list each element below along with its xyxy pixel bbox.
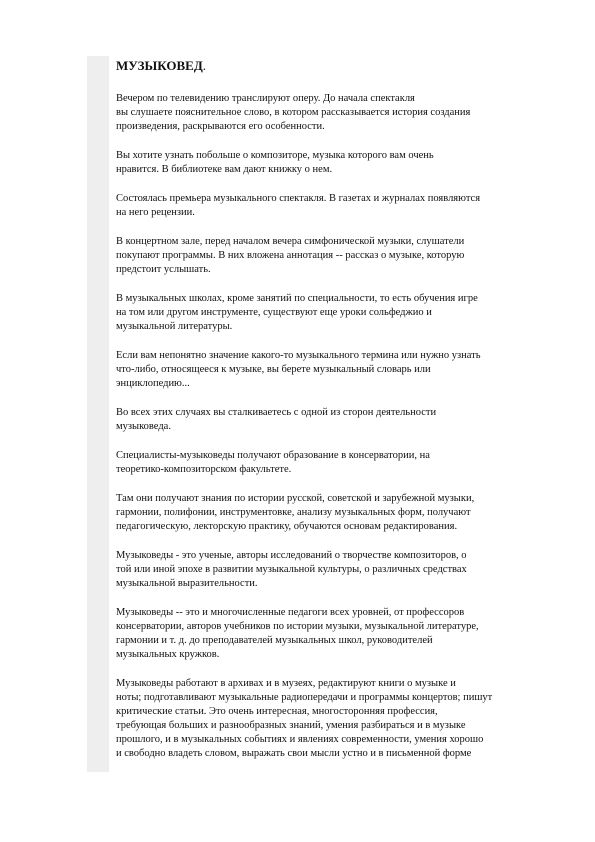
paragraph-4: В концертном зале, перед началом вечера симфонической музыки, слушатели покупают программы. В них вложена аннотация -- рассказ о музыке, которую предстоит услышать.	[116, 236, 465, 275]
page-title	[116, 58, 546, 74]
paragraph-12: Музыковеды работают в архивах и в музеях, редактируют книги о музыке и ноты; подготавливают музыкальные радиопередачи и программы концертов; пишут критические статьи. Это очень интересная, многосторонняя профессия, требующая больших и разнообразных знаний, умения разбираться и в музыке прошлого, и в музыкальных событиях и явлениях современности, умения хорошо и свободно владеть словом, выражать свои мысли устно и в письменной форме	[116, 678, 493, 759]
paragraph-5: В музыкальных школах, кроме занятий по специальности, то есть обучения игре на том или другом инструменте, существуют еще уроки сольфеджио и музыкальной литературы.	[116, 293, 478, 332]
paragraph-6: Если вам непонятно значение какого-то музыкального термина или нужно узнать что-либо, относящееся к музыке, вы берете музыкальный словарь или энциклопедию...	[116, 350, 481, 389]
paragraph-2: Вы хотите узнать побольше о композиторе, музыка которого вам очень нравится. В библиотеке вам дают книжку о нем.	[116, 150, 434, 175]
page-title-suffix: .	[202, 58, 207, 73]
page-title-text: МУЗЫКОВЕД	[116, 58, 203, 73]
paragraph-1: Вечером по телевидению транслируют оперу. До начала спектакля вы слушаете пояснительное слово, в котором рассказывается история создания произведения, раскрываются его особенности.	[116, 93, 471, 132]
paragraph-3: Состоялась премьера музыкального спектакля. В газетах и журналах появляются на него рецензии.	[116, 193, 481, 218]
paragraph-9: Там они получают знания по истории русской, советской и зарубежной музыки, гармонии, полифонии, инструментовке, анализу музыкальных форм, получают педагогическую, лекторскую практику, обучаются основам редактирования.	[116, 493, 475, 532]
paragraph-7: Во всех этих случаях вы сталкиваетесь с одной из сторон деятельности музыковеда.	[116, 407, 437, 432]
paragraph-10: Музыковеды - это ученые, авторы исследований о творчестве композиторов, о той или иной эпохе в развитии музыкальной культуры, о различных средствах музыкальной выразительности.	[116, 550, 467, 589]
paragraph-8: Специалисты-музыковеды получают образование в консерватории, на теоретико-композиторском факультете.	[116, 450, 430, 475]
document-body	[116, 58, 546, 776]
left-margin-bar	[87, 56, 109, 772]
paragraph-11: Музыковеды -- это и многочисленные педагоги всех уровней, от профессоров консерватории, авторов учебников по истории музыки, музыкальной литературе, гармонии и т. д. до преподавателей музыкальных школ, руководителей музыкальных кружков.	[116, 607, 479, 660]
